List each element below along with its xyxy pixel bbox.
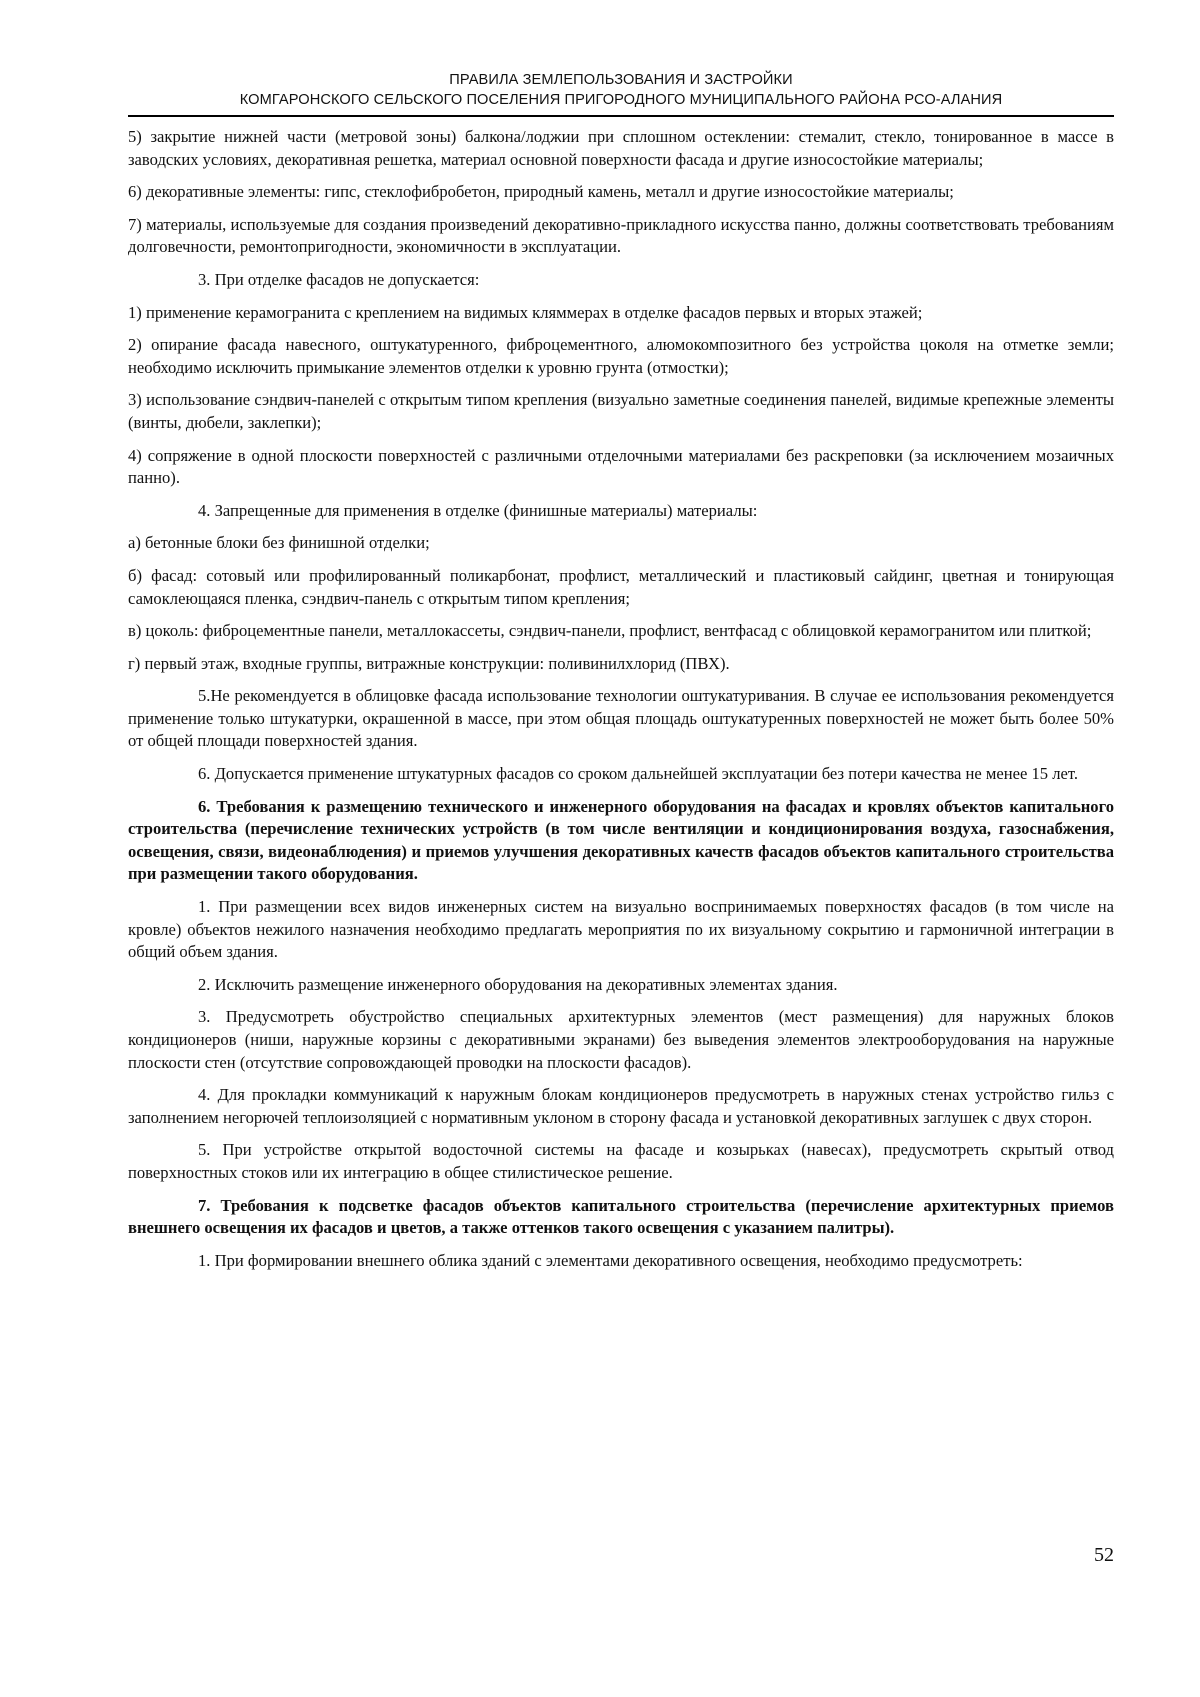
paragraph-point-5: 5.Не рекомендуется в облицовке фасада использование технологии оштукатуривания. В случае ее использования рекомендуется применение только штукатурки, окрашенной в массе, при этом общая площадь оштукатуренных поверхностей не может быть более 50% от общей площади поверхностей здания.	[128, 686, 1114, 751]
paragraph-s6-point-3: 3. Предусмотреть обустройство специальных архитектурных элементов (мест размещения) для наружных блоков кондиционеров (ниши, наружные корзины с декоративными экранами) без выведения элементов электрооборудования на наружные плоскости стен (отсутствие сопровождающей проводки на плоскости фасадов).	[128, 1007, 1114, 1072]
paragraph-point-4: 4. Запрещенные для применения в отделке (финишные материалы) материалы:	[198, 500, 758, 520]
running-header	[128, 70, 1114, 110]
paragraph-point-6: 6. Допускается применение штукатурных фасадов со сроком дальнейшей эксплуатации без потери качества не менее 15 лет.	[198, 764, 1079, 784]
paragraph-letter-v: в) цоколь: фиброцементные панели, металлокассеты, сэндвич-панели, профлист, вентфасад с облицовкой керамогранитом или плиткой;	[128, 621, 1092, 641]
section-heading-7: 7. Требования к подсветке фасадов объектов капитального строительства (перечисление архитектурных приемов внешнего освещения их фасадов и цветов, а также оттенков такого освещения с указанием палитры).	[128, 1195, 1114, 1238]
document-body	[128, 126, 1114, 1282]
header-line-1: ПРАВИЛА ЗЕМЛЕПОЛЬЗОВАНИЯ И ЗАСТРОЙКИ	[449, 72, 793, 88]
paragraph-item-7: 7) материалы, используемые для создания произведений декоративно-прикладного искусства панно, должны соответствовать требованиям долговечности, ремонтопригодности, экономичности в эксплуатации.	[128, 214, 1114, 257]
paragraph-s6-point-4: 4. Для прокладки коммуникаций к наружным блокам кондиционеров предусмотреть в наружных стенах устройство гильз с заполнением негорючей теплоизоляцией с нормативным уклоном в сторону фасада и установкой декоративных заглушек с двух сторон.	[128, 1085, 1114, 1127]
paragraph-s7-point-1: 1. При формировании внешнего облика зданий с элементами декоративного освещения, необходимо предусмотреть:	[198, 1250, 1023, 1270]
paragraph-subitem-4: 4) сопряжение в одной плоскости поверхностей с различными отделочными материалами без раскреповки (за исключением мозаичных панно).	[128, 445, 1114, 488]
paragraph-s6-point-5: 5. При устройстве открытой водосточной системы на фасаде и козырьках (навесах), предусмотреть скрытый отвод поверхностных стоков или их интеграцию в общее стилистическое решение.	[128, 1140, 1114, 1182]
paragraph-subitem-2: 2) опирание фасада навесного, оштукатуренного, фиброцементного, алюмокомпозитного без устройства цоколя на отметке земли; необходимо исключить примыкание элементов отделки к уровню грунта (отмостки);	[128, 335, 1114, 377]
paragraph-letter-b: б) фасад: сотовый или профилированный поликарбонат, профлист, металлический и пластиковый сайдинг, цветная и тонирующая самоклеющаяся пленка, сэндвич-панель с открытым типом крепления;	[128, 565, 1114, 608]
header-line-2: КОМГАРОНСКОГО СЕЛЬСКОГО ПОСЕЛЕНИЯ ПРИГОРОДНОГО МУНИЦИПАЛЬНОГО РАЙОНА РСО-АЛАНИЯ	[239, 92, 1003, 108]
section-heading-6: 6. Требования к размещению технического и инженерного оборудования на фасадах и кровлях объектов капитального строительства (перечисление технических устройств (в том числе вентиляции и кондиционирования воздуха, газоснабжения, освещения, связи, видеонаблюдения) и приемов улучшения декоративных качеств фасадов объектов капитального строительства при размещении такого оборудования.	[128, 796, 1114, 884]
paragraph-letter-a: а) бетонные блоки без финишной отделки;	[128, 533, 430, 553]
paragraph-item-6: 6) декоративные элементы: гипс, стеклофибробетон, природный камень, металл и другие износостойкие материалы;	[128, 182, 954, 202]
paragraph-letter-g: г) первый этаж, входные группы, витражные конструкции: поливинилхлорид (ПВХ).	[128, 653, 730, 673]
paragraph-subitem-3: 3) использование сэндвич-панелей с открытым типом крепления (визуально заметные соединения панелей, видимые крепежные элементы (винты, дюбели, заклепки);	[128, 390, 1114, 432]
paragraph-item-5: 5) закрытие нижней части (метровой зоны) балкона/лоджии при сплошном остеклении: стемалит, стекло, тонированное в массе в заводских условиях, декоративная решетка, материал основной поверхности фасада и другие износостойкие материалы;	[128, 127, 1114, 169]
header-rule	[128, 115, 1114, 117]
paragraph-point-3: 3. При отделке фасадов не допускается:	[198, 269, 480, 289]
paragraph-subitem-1: 1) применение керамогранита с креплением на видимых кляммерах в отделке фасадов первых и вторых этажей;	[128, 302, 923, 322]
paragraph-s6-point-2: 2. Исключить размещение инженерного оборудования на декоративных элементах здания.	[198, 974, 838, 994]
page-number: 52	[1094, 1544, 1114, 1566]
paragraph-s6-point-1: 1. При размещении всех видов инженерных систем на визуально воспринимаемых поверхностях фасадов (в том числе на кровле) объектов нежилого назначения необходимо предлагать мероприятия по их визуальному сокрытию и гармоничной интеграции в общий объем здания.	[128, 897, 1114, 962]
